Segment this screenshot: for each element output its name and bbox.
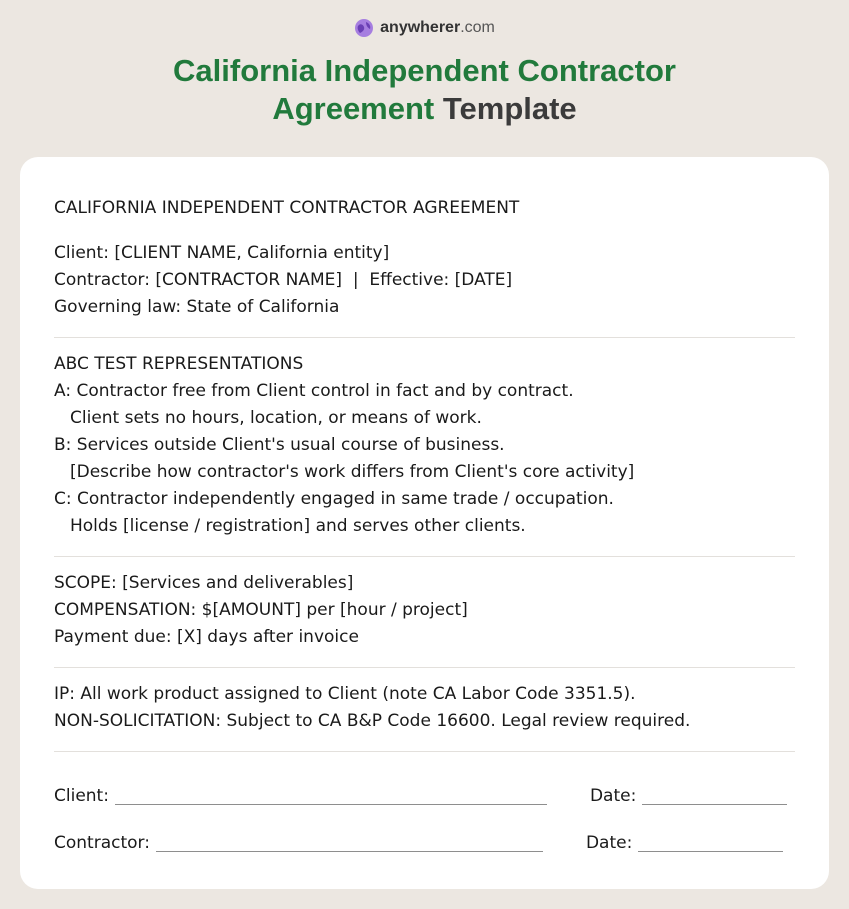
contractor-signature-field[interactable] (156, 851, 543, 852)
contractor-date-label: Date: (585, 833, 633, 853)
section-divider (54, 556, 795, 557)
agreement-card (20, 157, 829, 889)
title-line2-dark: Template (442, 91, 577, 126)
client-signature-field[interactable] (115, 804, 547, 805)
abc-test-section (54, 351, 795, 540)
parties-section (54, 240, 795, 321)
abc-line-a: A: Contractor free from Client control in fact and by contract. (54, 381, 574, 401)
client-date-label: Date: (589, 786, 637, 806)
abc-line-a-detail: Client sets no hours, location, or means of work. (70, 408, 482, 428)
section-divider (54, 337, 795, 338)
title-line1: California Independent Contractor (173, 53, 676, 88)
brand-header (0, 18, 849, 38)
section-divider (54, 751, 795, 752)
legal-section (54, 681, 795, 735)
non-solicitation-line: NON-SOLICITATION: Subject to CA B&P Code 16600. Legal review required. (54, 711, 691, 731)
agreement-document (54, 195, 795, 765)
contractor-signature-label: Contractor: (54, 833, 150, 853)
payment-due-line: Payment due: [X] days after invoice (54, 627, 359, 647)
client-date-field[interactable] (642, 804, 787, 805)
agreement-heading: CALIFORNIA INDEPENDENT CONTRACTOR AGREEMENT (54, 198, 520, 218)
brand-suffix: .com (460, 19, 495, 36)
section-divider (54, 667, 795, 668)
title-line2-green: Agreement (272, 91, 435, 126)
contractor-line: Contractor: [CONTRACTOR NAME] | Effective: [DATE] (54, 270, 513, 290)
scope-line: SCOPE: [Services and deliverables] (54, 573, 354, 593)
compensation-line: COMPENSATION: $[AMOUNT] per [hour / project] (54, 600, 468, 620)
contractor-date-field[interactable] (638, 851, 783, 852)
abc-line-c-detail: Holds [license / registration] and serves other clients. (70, 516, 526, 536)
abc-line-b: B: Services outside Client's usual course of business. (54, 435, 505, 455)
governing-law-line: Governing law: State of California (54, 297, 340, 317)
brand-name: anywherer (380, 19, 461, 36)
abc-line-b-detail: [Describe how contractor's work differs from Client's core activity] (70, 462, 635, 482)
client-signature-label: Client: (54, 786, 109, 806)
abc-heading: ABC TEST REPRESENTATIONS (54, 354, 304, 374)
page-title (0, 52, 849, 128)
client-line: Client: [CLIENT NAME, California entity] (54, 243, 390, 263)
client-signature-row (54, 783, 795, 810)
abc-line-c: C: Contractor independently engaged in same trade / occupation. (54, 489, 614, 509)
ip-line: IP: All work product assigned to Client (note CA Labor Code 3351.5). (54, 684, 636, 704)
brand-wordmark (380, 19, 495, 37)
contractor-signature-row (54, 830, 795, 857)
globe-logo-icon (354, 18, 374, 38)
terms-section (54, 570, 795, 651)
